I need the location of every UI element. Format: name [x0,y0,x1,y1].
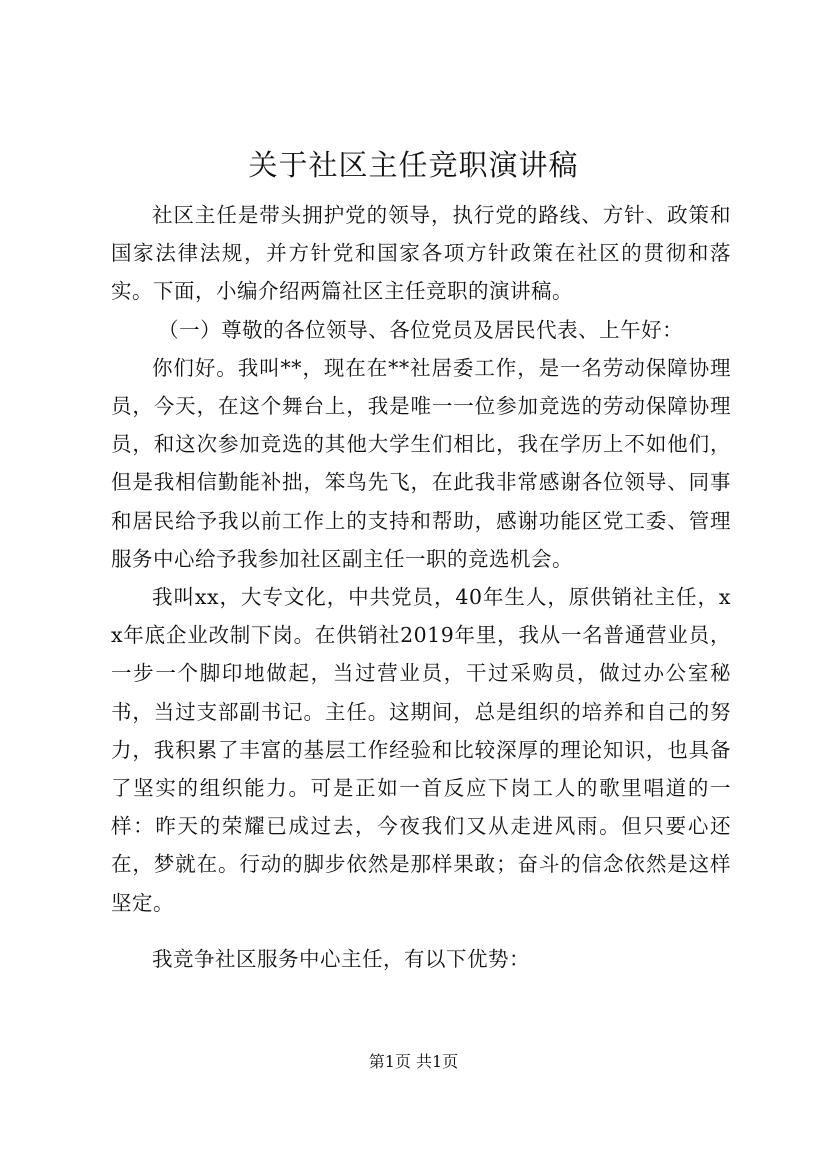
paragraph-intro: 社区主任是带头拥护党的领导，执行党的路线、方针、政策和国家法律法规，并方针党和国家各项方针政策在社区的贯彻和落实。下面，小编介绍两篇社区主任竞职的演讲稿。 [111,203,731,304]
document-body [111,196,731,978]
page-footer: 第1页 共1页 [368,1052,459,1071]
paragraph-self-introduction: 你们好。我叫**，现在在**社居委工作，是一名劳动保障协理员，今天，在这个舞台上，我是唯一一位参加竞选的劳动保障协理员，和这次参加竞选的其他大学生们相比，我在学历上不如他们，但是我相信勤能补拙，笨鸟先飞，在此我非常感谢各位领导、同事和居民给予我以前工作上的支持和帮助，感谢功能区党工委、管理服务中心给予我参加社区副主任一职的竞选机会。 [111,355,731,571]
document-title: 关于社区主任竞职演讲稿 [248,148,579,182]
paragraph-greeting: （一）尊敬的各位领导、各位党员及居民代表、上午好： [158,317,684,342]
paragraph-advantages: 我竞争社区服务中心主任，有以下优势： [152,946,530,971]
paragraph-background: 我叫xx，大专文化，中共党员，40年生人，原供销社主任，xx年底企业改制下岗。在供销社2019年里，我从一名普通营业员，一步一个脚印地做起，当过营业员，干过采购员，做过办公室秘书，当过支部副书记。主任。这期间，总是组织的培养和自己的努力，我积累了丰富的基层工作经验和比较深厚的理论知识，也具备了坚实的组织能力。可是正如一首反应下岗工人的歌里唱道的一样：昨天的荣耀已成过去，今夜我们又从走进风雨。但只要心还在，梦就在。行动的脚步依然是那样果敢；奋斗的信念依然是这样坚定。 [111,585,731,915]
